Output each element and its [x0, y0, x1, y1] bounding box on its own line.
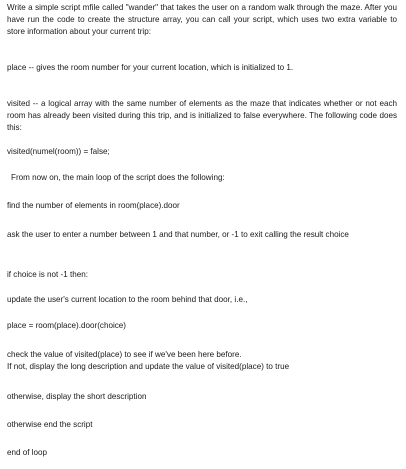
- step-update-location: update the user's current location to the room behind that door, i.e.,: [7, 295, 248, 304]
- intro-paragraph: Write a simple script mfile called "wander" that takes the user on a random walk through the maze. After you have run the code to create the structure array, you can call your script, which uses two extra variable to store information about your current trip:: [7, 3, 397, 36]
- step-short-description: otherwise, display the short description: [7, 392, 147, 401]
- place-paragraph: place -- gives the room number for your current location, which is initialized to 1.: [7, 63, 294, 72]
- step-ask-user: ask the user to enter a number between 1 and that number, or -1 to exit calling the result choice: [7, 230, 349, 239]
- step-if-choice: if choice is not -1 then:: [7, 270, 88, 279]
- step-check-visited: check the value of visited(place) to see if we've been here before.: [7, 350, 242, 359]
- step-end-script: otherwise end the script: [7, 420, 93, 429]
- step-find-elements: find the number of elements in room(place).door: [7, 201, 180, 210]
- visited-code-line: visited(numel(room)) = false;: [7, 147, 110, 156]
- main-loop-intro: From now on, the main loop of the script does the following:: [11, 173, 225, 182]
- step-if-not-visited: If not, display the long description and update the value of visited(place) to true: [7, 362, 290, 371]
- step-end-loop: end of loop: [7, 448, 48, 457]
- step-place-code: place = room(place).door(choice): [7, 321, 126, 330]
- visited-paragraph: visited -- a logical array with the same number of elements as the maze that indicates whether or not each room has already been visited during this trip, and is initialized to false everywhere. The following code does this:: [7, 99, 397, 132]
